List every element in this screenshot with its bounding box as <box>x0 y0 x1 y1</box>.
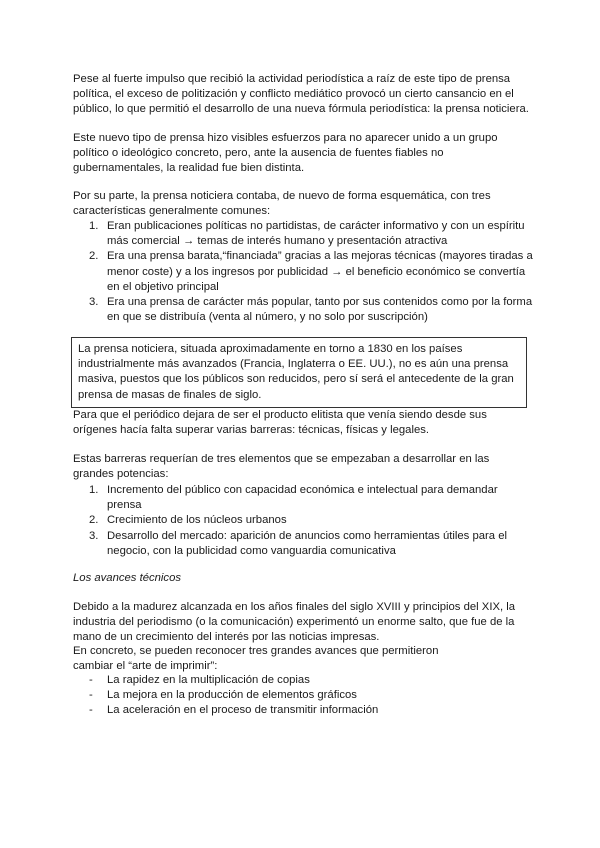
list-item-text: La rapidez en la multiplicación de copias <box>107 674 310 686</box>
list-item <box>73 529 533 559</box>
paragraph-avances-line2: cambiar el “arte de imprimir”: <box>73 660 218 673</box>
list-item-text: La aceleración en el proceso de transmitir información <box>107 704 379 717</box>
list-dash: - <box>89 689 93 702</box>
list-item <box>73 703 533 718</box>
list-number: 3. <box>89 529 99 542</box>
advances-list <box>73 673 533 719</box>
paragraph-madurez: Debido a la madurez alcanzada en los años finales del siglo XVIII y principios del XIX, la industria del periodismo (o la comunicación) experimentó un enorme salto, que fue de la mano de un crecimiento del interés por las noticias impresas. <box>73 601 516 644</box>
paragraph-prensa-noticiera-origen: Pese al fuerte impulso que recibió la actividad periodística a raíz de este tipo de prensa política, el exceso de politización y conflicto mediático provocó un cierto cansancio en el público, lo que permitió el desarrollo de una nueva fórmula periodística: la prensa noticiera. <box>73 73 529 116</box>
list-number: 3. <box>89 296 99 309</box>
list-item-text: Era una prensa de carácter más popular, tanto por sus contenidos como por la forma en que se distribuía (venta al número, y no solo por suscripción) <box>107 296 533 324</box>
list-item <box>73 219 533 249</box>
list-item <box>73 249 533 295</box>
list-item <box>73 483 533 513</box>
list-number: 1. <box>89 220 99 232</box>
list-item <box>73 673 533 688</box>
list-number: 2. <box>89 514 99 527</box>
paragraph-barreras: Para que el periódico dejara de ser el producto elitista que venía siendo desde sus orígenes hacía falta superar varias barreras: técnicas, físicas y legales. <box>73 409 487 437</box>
characteristics-list <box>73 219 533 325</box>
paragraph-caracteristicas-intro: Por su parte, la prensa noticiera contaba, de nuevo de forma esquemática, con tres características generalmente comunes: <box>73 190 491 218</box>
list-number: 2. <box>89 250 99 263</box>
paragraph-avances-line1: En concreto, se pueden reconocer tres grandes avances que permitieron <box>73 645 439 657</box>
list-item-text: Crecimiento de los núcleos urbanos <box>107 514 287 527</box>
list-dash: - <box>89 704 93 717</box>
highlight-box-text: La prensa noticiera, situada aproximadamente en torno a 1830 en los países industrialmente más avanzados (Francia, Inglaterra o EE. UU.), no es aún una prensa masiva, puestos que los públicos son reducidos, pero sí será el antecedente de la gran prensa de masas de finales de siglo. <box>78 343 514 401</box>
list-item-text: Eran publicaciones políticas no partidistas, de carácter informativo y con un espíritu más comercial → temas de interés humano y presentación atractiva <box>107 220 525 248</box>
list-item-text: Desarrollo del mercado: aparición de anuncios como herramientas útiles para el negocio, con la publicidad como vanguardia comunicativa <box>107 529 507 557</box>
highlight-box <box>71 337 527 408</box>
list-item <box>73 513 533 528</box>
list-dash: - <box>89 674 93 686</box>
list-item-text: Incremento del público con capacidad económica e intelectual para demandar prensa <box>107 484 498 512</box>
paragraph-avances-intro <box>73 644 533 674</box>
list-item-text: La mejora en la producción de elementos gráficos <box>107 689 357 702</box>
elements-list <box>73 483 533 559</box>
section-heading: Los avances técnicos <box>73 572 182 584</box>
paragraph-nuevo-tipo-prensa: Este nuevo tipo de prensa hizo visibles esfuerzos para no aparecer unido a un grupo político o ideológico concreto, pero, ante la ausencia de fuentes fiables no gubernamentales, la realidad fue bien distinta. <box>73 132 498 175</box>
paragraph-elementos-intro: Estas barreras requerían de tres elementos que se empezaban a desarrollar en las grandes potencias: <box>73 453 490 481</box>
list-item-text: Era una prensa barata,“financiada” gracias a las mejoras técnicas (mayores tiradas a menor coste) y a los ingresos por publicidad → el beneficio económico se convertía en el objetivo principal <box>107 250 533 293</box>
list-item <box>73 688 533 703</box>
list-number: 1. <box>89 484 99 496</box>
list-item <box>73 295 533 325</box>
